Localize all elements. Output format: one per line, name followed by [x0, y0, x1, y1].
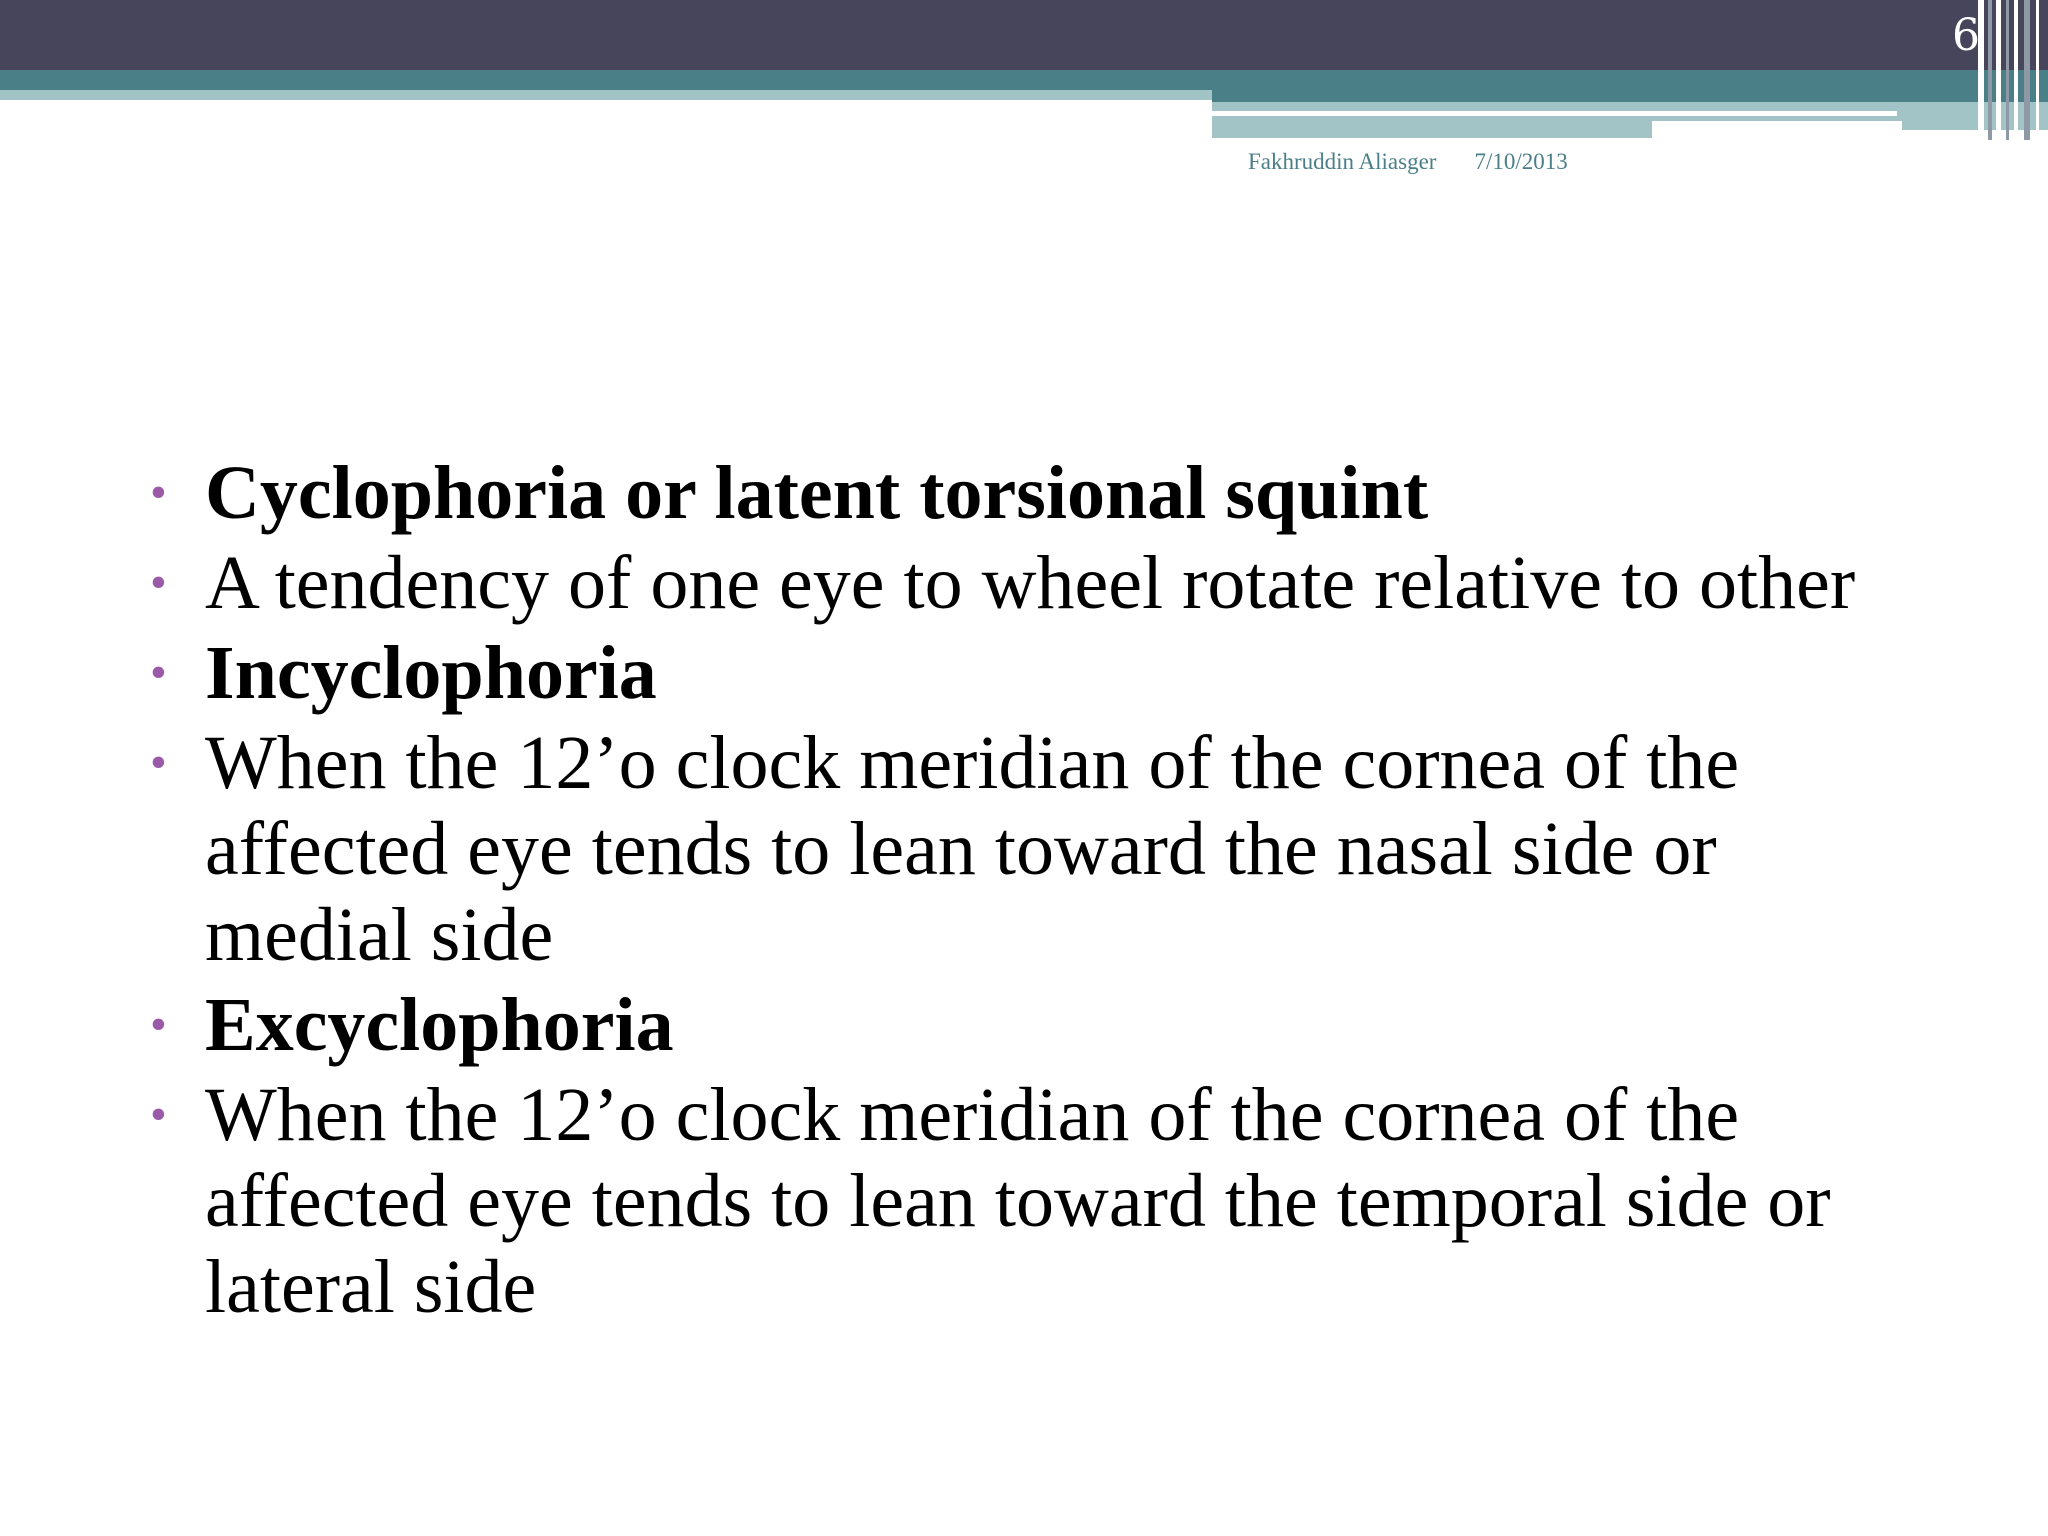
bullet-icon: •	[150, 1088, 167, 1141]
bullet-item	[150, 982, 1930, 1068]
edge-stripe	[2036, 0, 2039, 140]
edge-stripe	[2024, 0, 2030, 140]
bullet-item	[150, 630, 1930, 716]
footer-date: 7/10/2013	[1474, 149, 1568, 174]
header-band-teal-right	[1212, 90, 2048, 102]
bullet-item	[150, 720, 1930, 978]
bullet-list	[150, 450, 1930, 1334]
edge-stripe	[2014, 0, 2018, 140]
bullet-text: When the 12’o clock meridian of the cornea of the affected eye tends to lean toward the temporal side or lateral side	[205, 1073, 1831, 1329]
bullet-item	[150, 1072, 1930, 1330]
bullet-text: Cyclophoria or latent torsional squint	[205, 451, 1429, 535]
footer-info	[1248, 149, 1568, 175]
header-band-teal	[0, 70, 2048, 90]
bullet-icon: •	[150, 556, 167, 609]
edge-stripe	[2006, 0, 2009, 140]
bullet-icon: •	[150, 998, 167, 1051]
bullet-item	[150, 540, 1930, 626]
bullet-icon: •	[150, 736, 167, 789]
header-band-light-left	[0, 90, 1212, 100]
bullet-text: Incyclophoria	[205, 631, 657, 715]
header-band-dark	[0, 0, 2048, 70]
header-step-light	[1212, 130, 1652, 138]
header-white-line	[1212, 111, 1897, 116]
bullet-item	[150, 450, 1930, 536]
header-step-white	[1652, 121, 1902, 130]
edge-stripe	[1996, 0, 2001, 140]
footer-author: Fakhruddin Aliasger	[1248, 149, 1437, 174]
slide-number: 6	[1952, 10, 1980, 61]
header-band-light-right	[1212, 102, 2048, 130]
bullet-text: When the 12’o clock meridian of the cornea of the affected eye tends to lean toward the nasal side or medial side	[205, 721, 1740, 977]
bullet-text: A tendency of one eye to wheel rotate relative to other	[205, 541, 1856, 625]
edge-stripe	[1988, 0, 1992, 140]
bullet-text: Excyclophoria	[205, 983, 674, 1067]
bullet-icon: •	[150, 466, 167, 519]
bullet-icon: •	[150, 646, 167, 699]
